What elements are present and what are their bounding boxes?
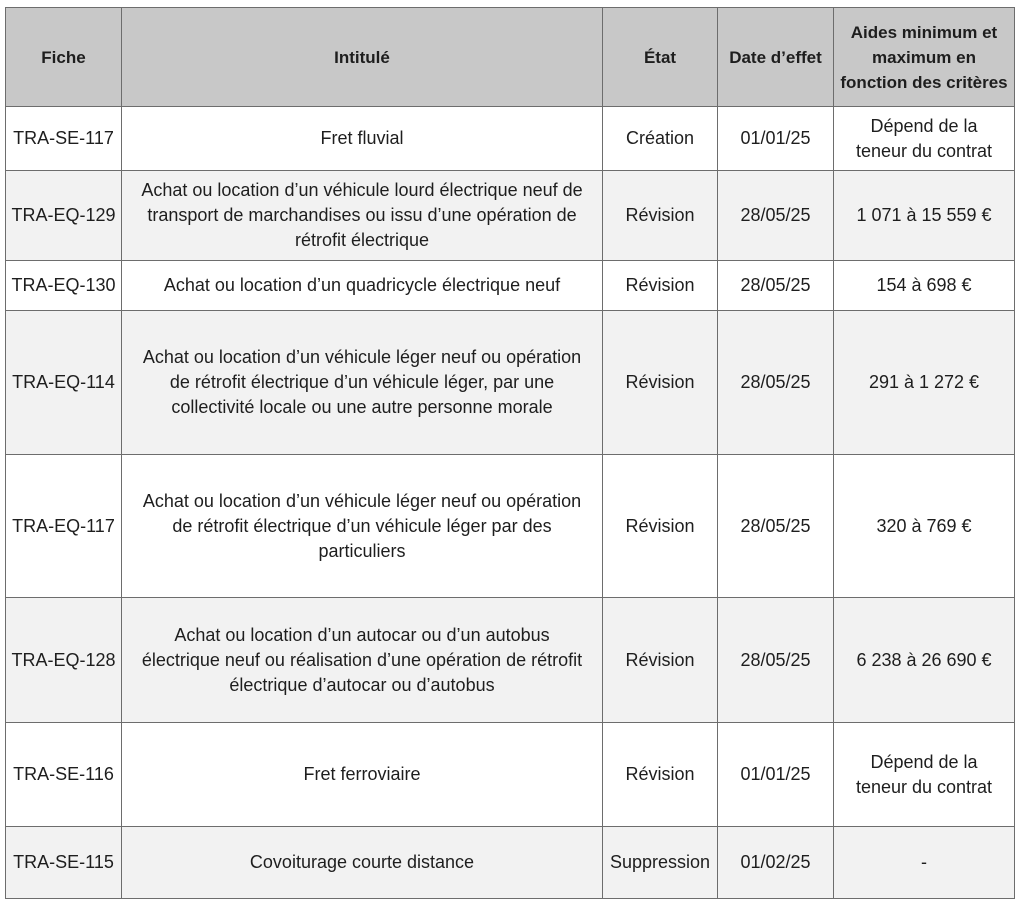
cell-date: 28/05/25 xyxy=(718,455,834,598)
cell-date: 28/05/25 xyxy=(718,261,834,311)
cell-intitule: Achat ou location d’un véhicule léger neuf ou opération de rétrofit électrique d’un véhicule léger par des particuliers xyxy=(122,455,603,598)
header-fiche: Fiche xyxy=(6,8,122,107)
cell-intitule: Fret fluvial xyxy=(122,107,603,171)
cell-fiche: TRA-SE-115 xyxy=(6,827,122,899)
cell-aides: 291 à 1 272 € xyxy=(834,311,1015,455)
header-etat: État xyxy=(603,8,718,107)
header-date: Date d’effet xyxy=(718,8,834,107)
table-row xyxy=(6,107,1015,171)
cell-intitule: Fret ferroviaire xyxy=(122,723,603,827)
cell-date: 28/05/25 xyxy=(718,598,834,723)
cell-fiche: TRA-EQ-117 xyxy=(6,455,122,598)
cell-date: 28/05/25 xyxy=(718,171,834,261)
cell-aides: 6 238 à 26 690 € xyxy=(834,598,1015,723)
cell-etat: Création xyxy=(603,107,718,171)
header-aides: Aides minimum et maximum en fonction des critères xyxy=(834,8,1015,107)
table-row xyxy=(6,455,1015,598)
cell-date: 28/05/25 xyxy=(718,311,834,455)
cell-fiche: TRA-EQ-130 xyxy=(6,261,122,311)
table-row xyxy=(6,827,1015,899)
cell-date: 01/02/25 xyxy=(718,827,834,899)
cell-etat: Révision xyxy=(603,723,718,827)
cell-fiche: TRA-EQ-114 xyxy=(6,311,122,455)
cell-intitule: Achat ou location d’un autocar ou d’un autobus électrique neuf ou réalisation d’une opération de rétrofit électrique d’autocar ou d’autobus xyxy=(122,598,603,723)
cell-etat: Révision xyxy=(603,261,718,311)
table-row xyxy=(6,171,1015,261)
header-intitule: Intitulé xyxy=(122,8,603,107)
cell-aides: Dépend de la teneur du contrat xyxy=(834,723,1015,827)
cell-aides: 154 à 698 € xyxy=(834,261,1015,311)
cell-etat: Suppression xyxy=(603,827,718,899)
cell-intitule: Covoiturage courte distance xyxy=(122,827,603,899)
cell-date: 01/01/25 xyxy=(718,107,834,171)
cell-fiche: TRA-EQ-129 xyxy=(6,171,122,261)
cell-etat: Révision xyxy=(603,171,718,261)
cell-intitule: Achat ou location d’un véhicule léger neuf ou opération de rétrofit électrique d’un véhicule léger, par une collectivité locale ou une autre personne morale xyxy=(122,311,603,455)
cell-etat: Révision xyxy=(603,598,718,723)
table-header-row xyxy=(6,8,1015,107)
cell-intitule: Achat ou location d’un véhicule lourd électrique neuf de transport de marchandises ou issu d’une opération de rétrofit électrique xyxy=(122,171,603,261)
table-row xyxy=(6,723,1015,827)
cell-etat: Révision xyxy=(603,311,718,455)
cell-aides: - xyxy=(834,827,1015,899)
cell-intitule: Achat ou location d’un quadricycle électrique neuf xyxy=(122,261,603,311)
cell-etat: Révision xyxy=(603,455,718,598)
cell-aides: Dépend de la teneur du contrat xyxy=(834,107,1015,171)
cell-fiche: TRA-SE-117 xyxy=(6,107,122,171)
cell-aides: 320 à 769 € xyxy=(834,455,1015,598)
fiches-table-container xyxy=(5,7,1014,899)
cell-date: 01/01/25 xyxy=(718,723,834,827)
cell-fiche: TRA-SE-116 xyxy=(6,723,122,827)
fiches-table xyxy=(5,7,1015,899)
table-row xyxy=(6,261,1015,311)
table-row xyxy=(6,598,1015,723)
cell-fiche: TRA-EQ-128 xyxy=(6,598,122,723)
cell-aides: 1 071 à 15 559 € xyxy=(834,171,1015,261)
table-row xyxy=(6,311,1015,455)
